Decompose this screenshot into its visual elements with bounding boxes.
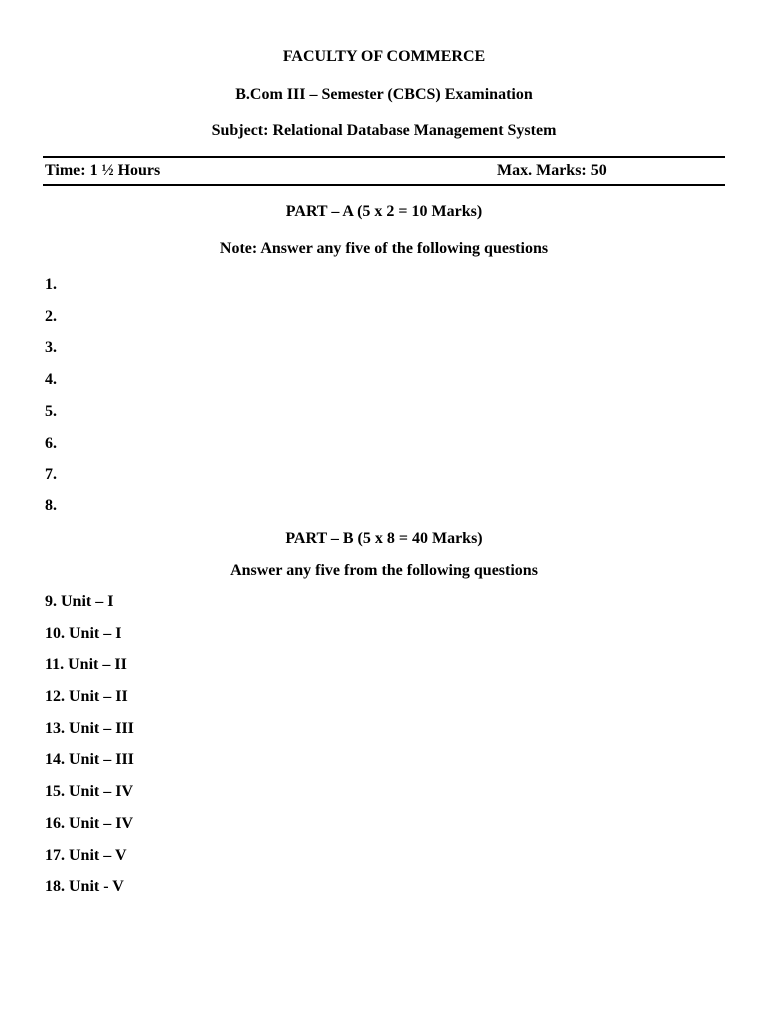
exam-meta-row — [45, 161, 725, 181]
question-item: 7. — [45, 466, 57, 483]
question-item: 13. Unit – III — [45, 720, 134, 737]
question-item: 5. — [45, 403, 57, 420]
question-item: 2. — [45, 308, 57, 325]
time-duration: Time: 1 ½ Hours — [45, 162, 161, 179]
question-item: 17. Unit – V — [45, 847, 127, 864]
question-item: 18. Unit - V — [45, 878, 124, 895]
bottom-rule — [43, 184, 725, 186]
faculty-heading: FACULTY OF COMMERCE — [282, 48, 486, 65]
max-marks: Max. Marks: 50 — [497, 162, 607, 179]
part-a-note: Note: Answer any five of the following questions — [219, 240, 549, 257]
exam-heading: B.Com III – Semester (CBCS) Examination — [235, 86, 533, 103]
question-item: 16. Unit – IV — [45, 815, 134, 832]
question-item: 6. — [45, 435, 57, 452]
question-item: 12. Unit – II — [45, 688, 128, 705]
question-item: 10. Unit – I — [45, 625, 122, 642]
part-a-title: PART – A (5 x 2 = 10 Marks) — [285, 203, 483, 220]
question-item: 4. — [45, 371, 57, 388]
question-item: 9. Unit – I — [45, 593, 114, 610]
question-item: 15. Unit – IV — [45, 783, 134, 800]
part-b-note: Answer any five from the following questions — [230, 562, 538, 579]
question-item: 14. Unit – III — [45, 751, 134, 768]
question-item: 1. — [45, 276, 57, 293]
subject-heading: Subject: Relational Database Management System — [211, 122, 557, 139]
question-item: 11. Unit – II — [45, 656, 127, 673]
question-item: 3. — [45, 339, 57, 356]
question-item: 8. — [45, 497, 57, 514]
top-rule — [43, 156, 725, 158]
part-b-title: PART – B (5 x 8 = 40 Marks) — [285, 530, 483, 547]
